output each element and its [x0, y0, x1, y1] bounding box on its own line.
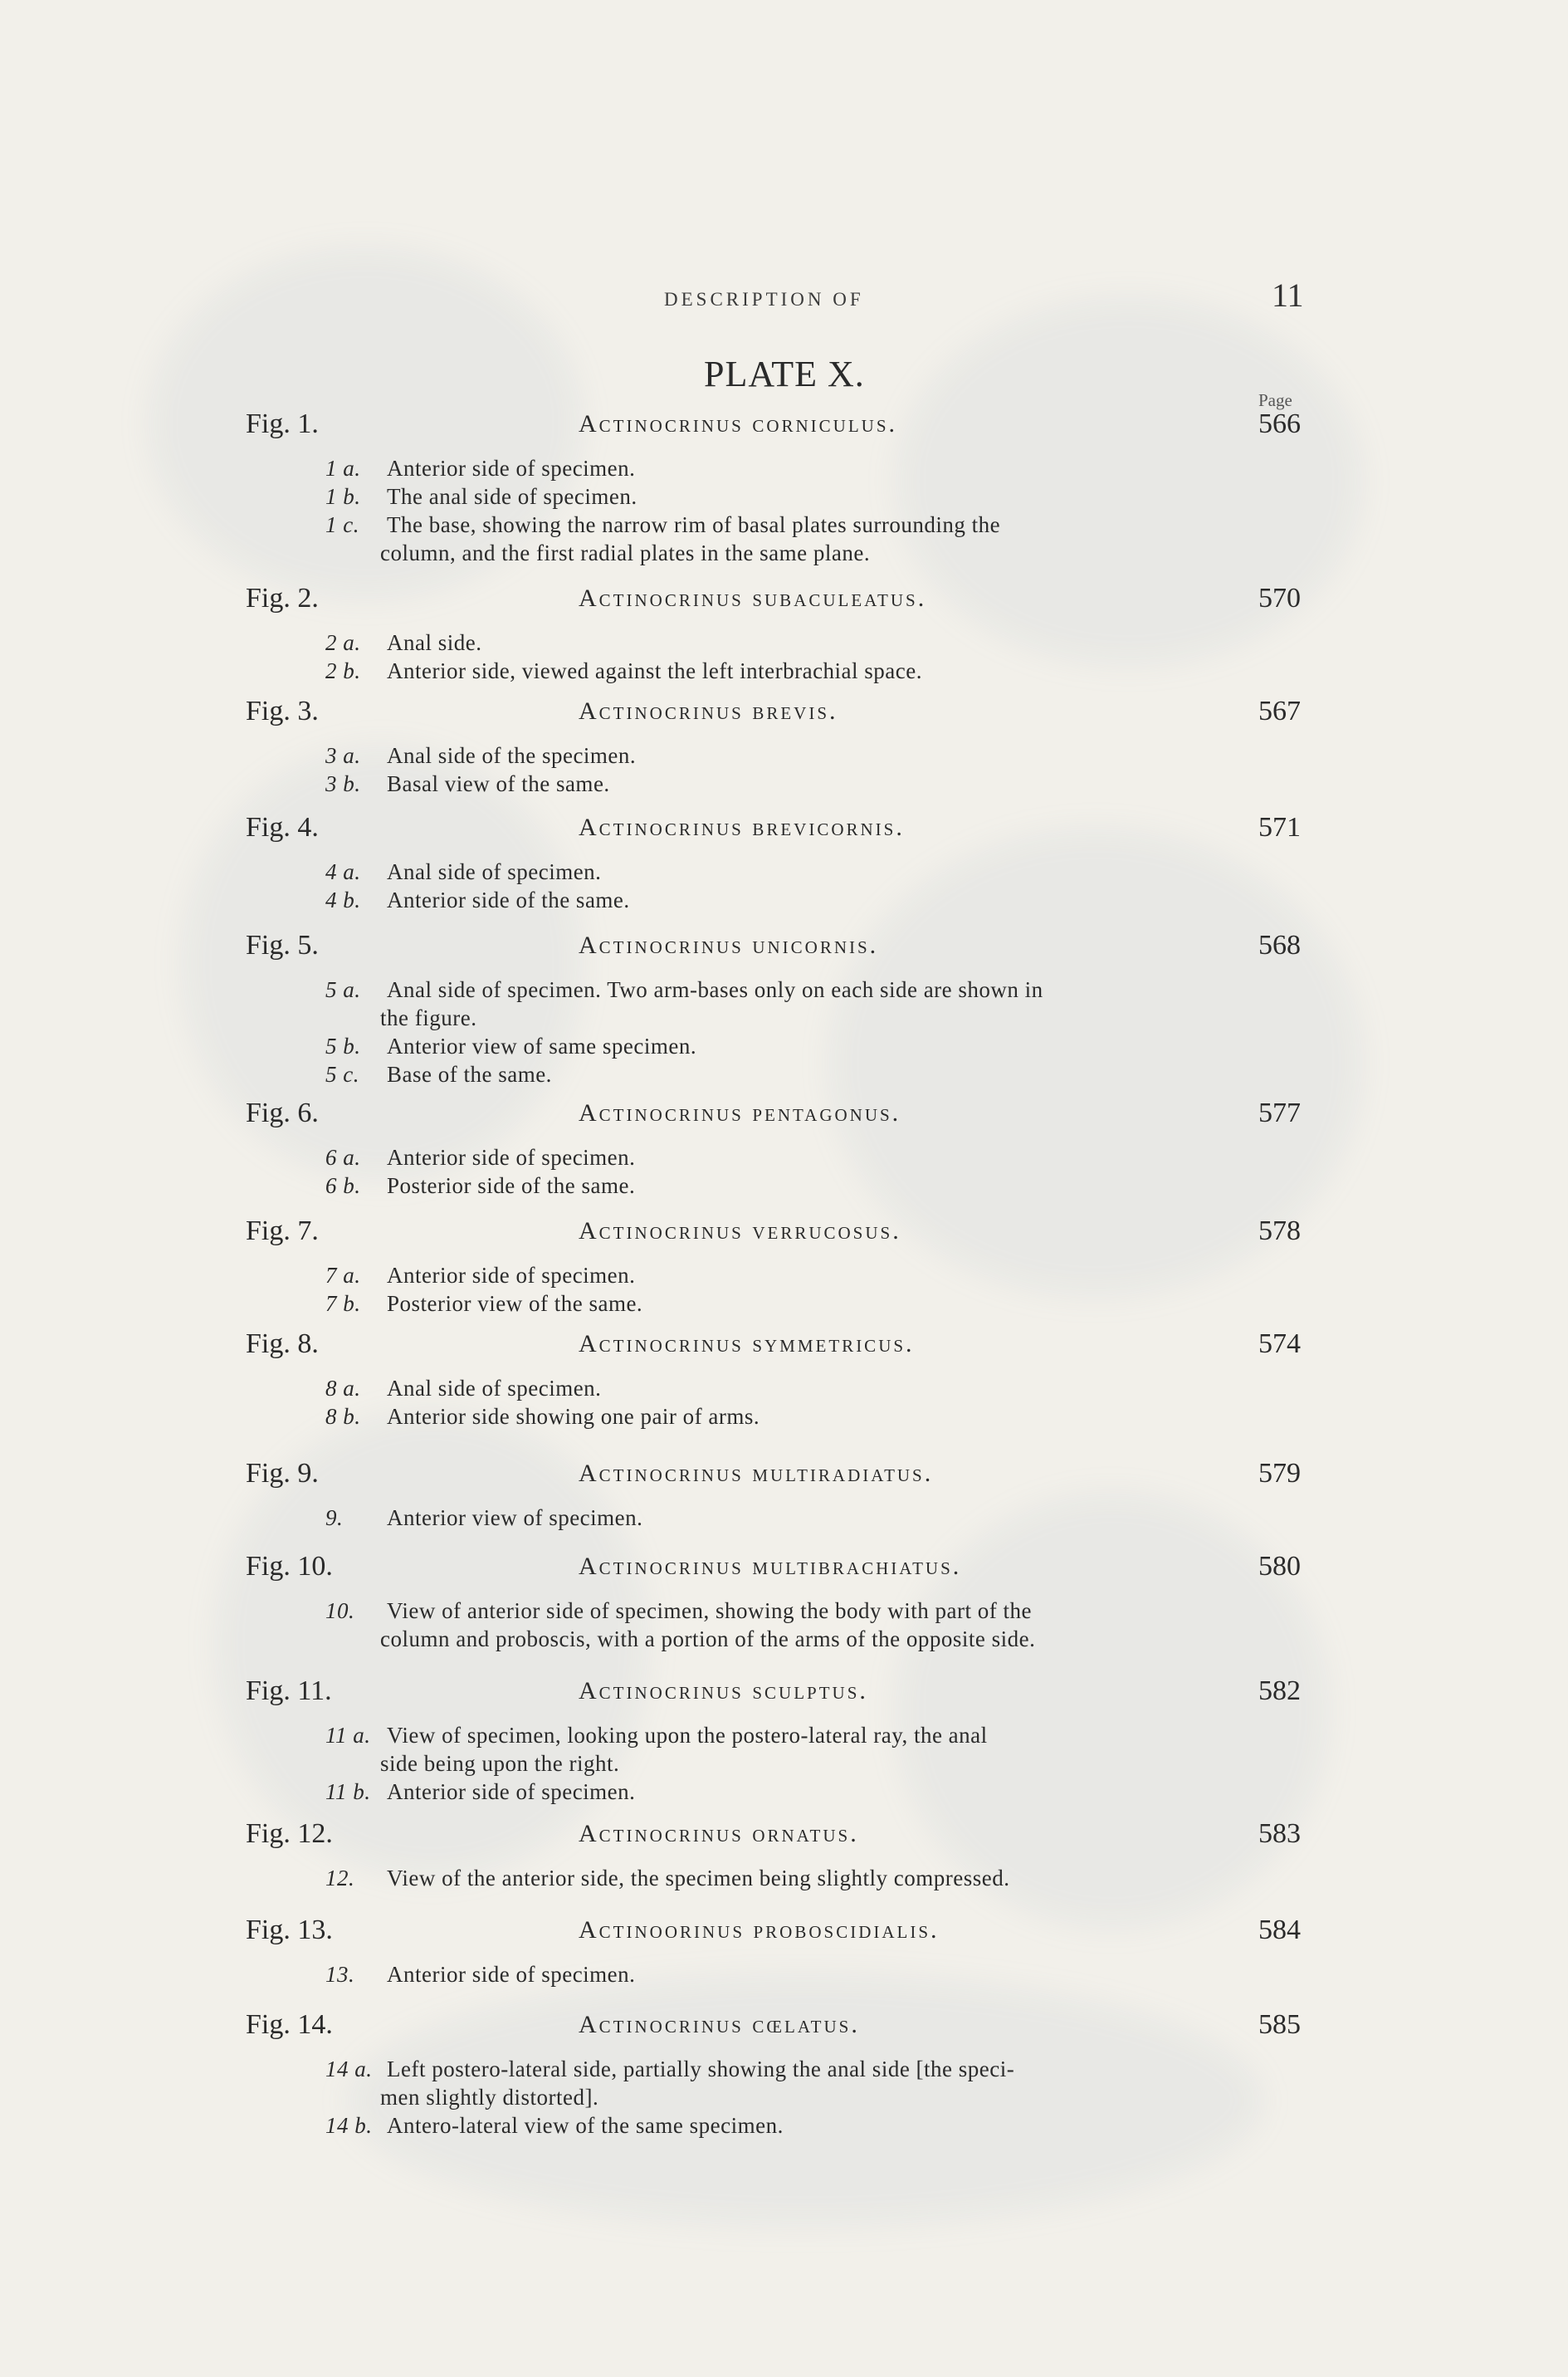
page-reference: 570 — [1258, 583, 1301, 614]
figure-number: Fig. 12. — [246, 1818, 333, 1849]
description-text: Anterior side of specimen. — [387, 456, 636, 481]
description-text: Left postero-lateral side, partially showing the anal side [the speci- — [387, 2057, 1015, 2081]
figure-number: Fig. 10. — [246, 1551, 333, 1582]
page-number: 11 — [1272, 276, 1304, 314]
description-label: 5 b. — [325, 1034, 361, 1059]
description-text: Anterior view of specimen. — [387, 1505, 643, 1530]
figure-number: Fig. 8. — [246, 1328, 319, 1359]
description-text: The anal side of specimen. — [387, 484, 637, 509]
description-label: 8 a. — [325, 1376, 361, 1401]
description-text: men slightly distorted]. — [380, 2085, 599, 2110]
description-text: Anal side of specimen. Two arm-bases only on each side are shown in — [387, 977, 1043, 1002]
description-text: Anterior side of the same. — [387, 888, 630, 912]
description-label: 1 a. — [325, 456, 361, 481]
description-label: 11 a. — [325, 1723, 371, 1748]
description-label: 11 b. — [325, 1779, 371, 1804]
description-text: Basal view of the same. — [387, 771, 610, 796]
species-name: Actinocrinus multiradiatus. — [579, 1460, 934, 1487]
description-text: The base, showing the narrow rim of basal plates surrounding the — [387, 512, 1001, 537]
description-label: 13. — [325, 1962, 355, 1987]
description-text: View of specimen, looking upon the postero-lateral ray, the anal — [387, 1723, 988, 1748]
page-reference: 571 — [1258, 812, 1301, 843]
figure-number: Fig. 13. — [246, 1915, 333, 1945]
figure-number: Fig. 2. — [246, 583, 319, 614]
description-label: 3 a. — [325, 743, 361, 768]
description-text: Antero-lateral view of the same specimen. — [387, 2113, 784, 2138]
species-name: Actinocrinus brevis. — [579, 697, 838, 725]
description-text: side being upon the right. — [380, 1751, 620, 1776]
figure-number: Fig. 1. — [246, 408, 319, 439]
figure-number: Fig. 11. — [246, 1675, 332, 1706]
page-reference: 580 — [1258, 1551, 1301, 1582]
species-name: Actinocrinus symmetricus. — [579, 1330, 915, 1357]
species-name: Actinocrinus multibrachiatus. — [579, 1553, 962, 1580]
description-text: Anterior side, viewed against the left interbrachial space. — [387, 658, 923, 683]
description-label: 4 a. — [325, 859, 361, 884]
species-name: Actinocrinus ornatus. — [579, 1820, 859, 1847]
description-text: View of anterior side of specimen, showing the body with part of the — [387, 1598, 1032, 1623]
species-name: Actinocrinus subaculeatus. — [579, 584, 927, 612]
description-label: 9. — [325, 1505, 344, 1530]
description-label: 14 a. — [325, 2057, 373, 2081]
species-name: Actinocrinus verrucosus. — [579, 1217, 901, 1245]
figure-number: Fig. 5. — [246, 930, 319, 961]
species-name: Actinocrinus sculptus. — [579, 1677, 868, 1704]
description-label: 2 b. — [325, 658, 361, 683]
page-reference: 568 — [1258, 930, 1301, 961]
description-text: Anterior side of specimen. — [387, 1263, 636, 1288]
page-reference: 583 — [1258, 1818, 1301, 1849]
description-text: Anal side of specimen. — [387, 1376, 602, 1401]
description-text: Anal side of specimen. — [387, 859, 602, 884]
description-text: Anterior side showing one pair of arms. — [387, 1404, 760, 1429]
description-label: 4 b. — [325, 888, 361, 912]
plate-title: PLATE X. — [704, 354, 865, 394]
description-text: Posterior view of the same. — [387, 1291, 643, 1316]
description-text: Anterior view of same specimen. — [387, 1034, 697, 1059]
figure-number: Fig. 7. — [246, 1215, 319, 1246]
description-text: View of the anterior side, the specimen being slightly compressed. — [387, 1866, 1010, 1890]
species-name: Actinocrinus corniculus. — [579, 410, 898, 438]
description-label: 6 b. — [325, 1173, 361, 1198]
page-reference: 577 — [1258, 1098, 1301, 1128]
page-reference: 566 — [1258, 408, 1301, 439]
figure-number: Fig. 14. — [246, 2009, 333, 2040]
description-text: Base of the same. — [387, 1062, 552, 1087]
description-text: Anal side of the specimen. — [387, 743, 637, 768]
species-name: Actinoorinus proboscidialis. — [579, 1916, 940, 1944]
page-reference: 585 — [1258, 2009, 1301, 2040]
description-text: Anterior side of specimen. — [387, 1779, 636, 1804]
page-reference: 579 — [1258, 1458, 1301, 1489]
page-reference: 578 — [1258, 1215, 1301, 1246]
description-label: 7 a. — [325, 1263, 361, 1288]
figure-number: Fig. 3. — [246, 696, 319, 726]
description-label: 6 a. — [325, 1145, 361, 1170]
description-label: 2 a. — [325, 630, 361, 655]
figure-number: Fig. 9. — [246, 1458, 319, 1489]
description-label: 1 b. — [325, 484, 361, 509]
page-reference: 582 — [1258, 1675, 1301, 1706]
running-header: DESCRIPTION OF — [664, 289, 864, 310]
description-text: column, and the first radial plates in the same plane. — [380, 540, 871, 565]
page-reference: 567 — [1258, 696, 1301, 726]
description-text: Posterior side of the same. — [387, 1173, 636, 1198]
description-label: 10. — [325, 1598, 355, 1623]
description-label: 5 c. — [325, 1062, 359, 1087]
species-name: Actinocrinus brevicornis. — [579, 814, 905, 841]
description-text: Anterior side of specimen. — [387, 1145, 636, 1170]
description-text: the figure. — [380, 1005, 477, 1030]
description-text: column and proboscis, with a portion of the arms of the opposite side. — [380, 1626, 1036, 1651]
species-name: Actinocrinus unicornis. — [579, 932, 879, 959]
description-label: 1 c. — [325, 512, 359, 537]
page-column-label: Page — [1258, 390, 1292, 410]
description-label: 14 b. — [325, 2113, 373, 2138]
description-label: 7 b. — [325, 1291, 361, 1316]
page-reference: 584 — [1258, 1915, 1301, 1945]
description-text: Anterior side of specimen. — [387, 1962, 636, 1987]
description-text: Anal side. — [387, 630, 482, 655]
description-label: 5 a. — [325, 977, 361, 1002]
page-reference: 574 — [1258, 1328, 1301, 1359]
figure-number: Fig. 4. — [246, 812, 319, 843]
description-label: 8 b. — [325, 1404, 361, 1429]
description-label: 12. — [325, 1866, 355, 1890]
species-name: Actinocrinus pentagonus. — [579, 1099, 901, 1127]
bleed-through-shape — [183, 747, 581, 1179]
species-name: Actinocrinus cœlatus. — [579, 2011, 860, 2038]
figure-number: Fig. 6. — [246, 1098, 319, 1128]
description-label: 3 b. — [325, 771, 361, 796]
